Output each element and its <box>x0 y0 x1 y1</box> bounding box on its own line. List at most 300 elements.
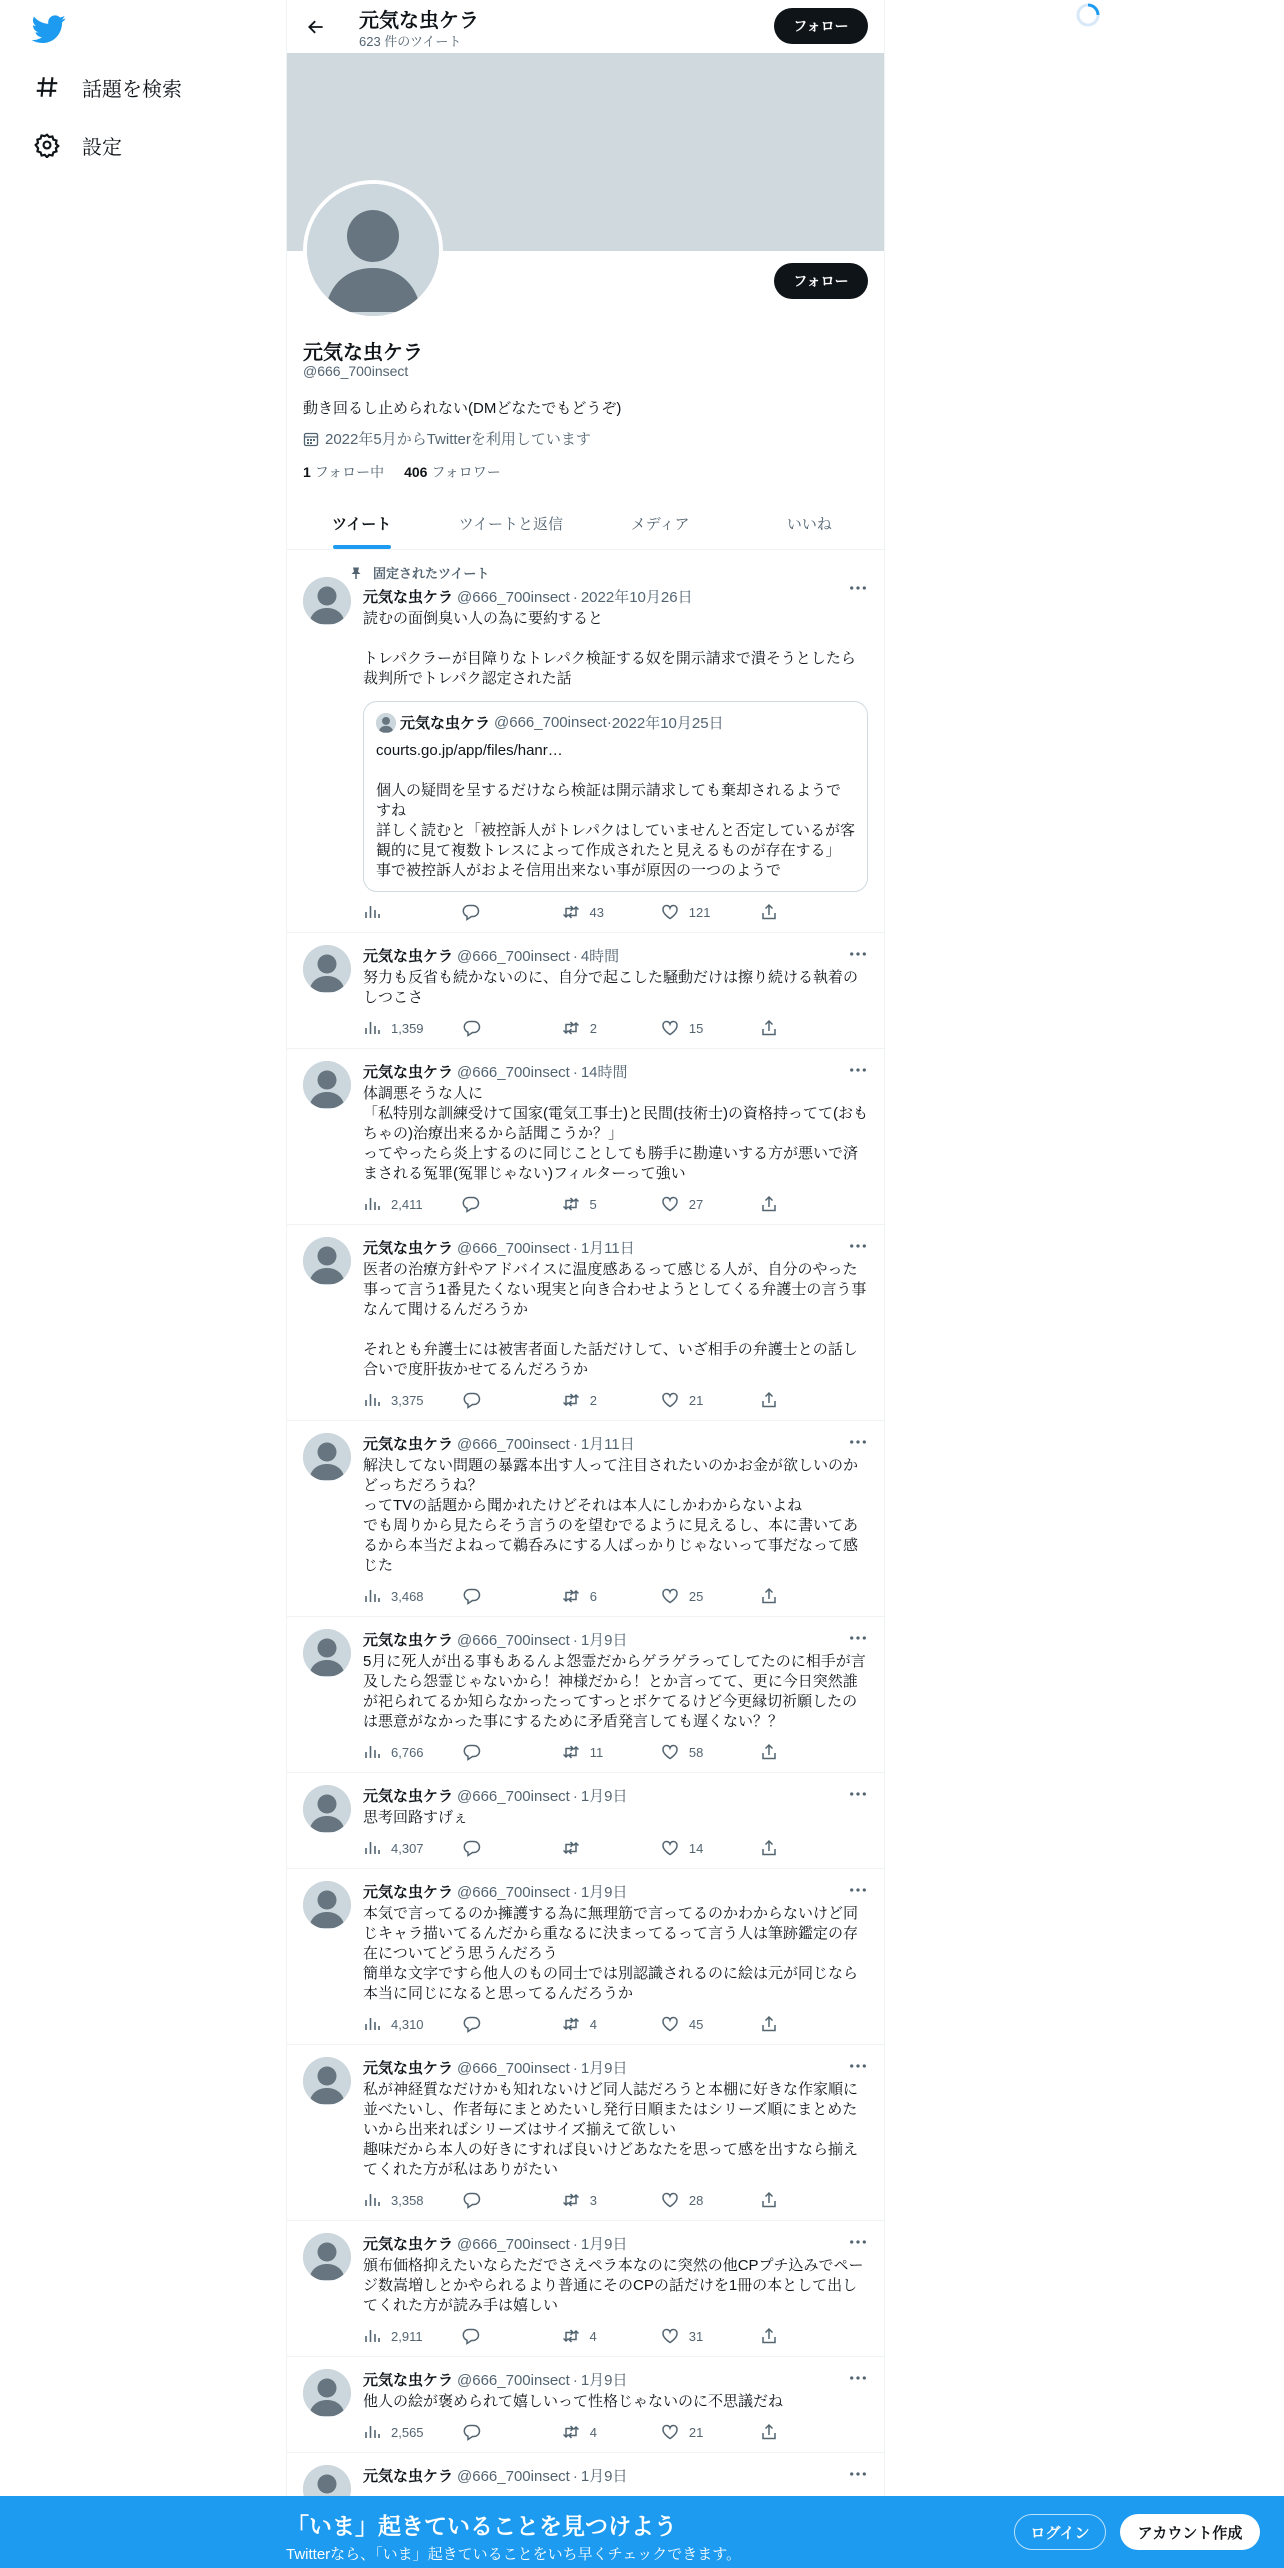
reply-icon <box>463 2015 491 2033</box>
retweet-button[interactable] <box>562 1839 622 1857</box>
reply-button[interactable] <box>463 1587 523 1605</box>
retweet-button[interactable] <box>562 2327 622 2345</box>
quoted-author-handle: @666_700insect <box>494 714 607 731</box>
retweet-count: 4 <box>589 2328 597 2344</box>
tweet-actions <box>363 2190 788 2210</box>
back-arrow-icon[interactable] <box>301 12 331 42</box>
retweet-button[interactable] <box>562 2423 622 2441</box>
tweet-header <box>363 1629 868 1650</box>
more-options-icon[interactable] <box>848 2467 868 2481</box>
signup-banner <box>0 2496 1284 2568</box>
retweet-icon <box>562 1391 590 1409</box>
tweet-avatar[interactable] <box>303 2369 351 2417</box>
like-count: 14 <box>688 1840 704 1856</box>
share-button[interactable] <box>760 1839 788 1857</box>
signup-banner-title: 「いま」起きていることを見つけよう <box>286 2513 677 2539</box>
heart-icon <box>661 903 689 921</box>
profile-follow-button[interactable]: フォロー <box>774 263 868 299</box>
tweet-timestamp: 1月9日 <box>580 2372 628 2389</box>
retweet-count: 11 <box>589 1744 604 1760</box>
more-options-icon[interactable] <box>848 1883 868 1897</box>
tweet-author-name: 元気な虫ケラ <box>363 1436 454 1453</box>
heart-icon <box>661 2015 689 2033</box>
tweet[interactable] <box>287 933 884 1049</box>
views-icon <box>363 903 391 921</box>
reply-icon <box>463 1391 491 1409</box>
views-icon <box>363 1743 391 1761</box>
tweet-actions <box>363 1018 788 1038</box>
header-tweet-count: 623 件のツイート <box>359 34 462 49</box>
tab-media-label: メディア <box>630 515 690 533</box>
like-button[interactable] <box>661 1587 721 1605</box>
tweet-avatar[interactable] <box>303 1881 351 1929</box>
tweet-header <box>363 2057 868 2078</box>
tab-likes-label: いいね <box>786 515 832 533</box>
views-icon <box>363 1391 391 1409</box>
views-button[interactable] <box>363 2191 424 2209</box>
followers-link[interactable] <box>404 462 501 482</box>
tweet-text: 努力も反省も続かないのに、自分で起こした騒動だけは擦り続ける執着のしつこさ <box>363 969 859 1006</box>
tweet-actions <box>363 2422 788 2442</box>
tweet-avatar[interactable] <box>303 1061 351 1109</box>
tweet-author-handle: @666_700insect <box>457 948 570 965</box>
retweet-count: 2 <box>589 1020 597 1036</box>
reply-button[interactable] <box>462 2327 522 2345</box>
views-icon <box>363 1019 391 1037</box>
more-options-icon[interactable] <box>848 2371 868 2385</box>
tweet-author-handle: @666_700insect <box>457 2060 570 2077</box>
tweet-actions <box>363 1194 788 1214</box>
heart-icon <box>661 1743 689 1761</box>
tweet-text: 体調悪そうな人に 「私特別な訓練受けて国家(電気工事士)と民間(技術士)の資格持ってて(おもちゃの)治療出来るから話聞こうか？」 ってやったら炎上するのに同じことしても勝手に勘違いする方が悪いで済まされる冤罪(冤罪じゃない)フィルターって強い <box>363 1085 868 1182</box>
heart-icon <box>661 1839 689 1857</box>
heart-icon <box>661 1587 689 1605</box>
more-options-icon[interactable] <box>848 1435 868 1449</box>
tweet-author-name: 元気な虫ケラ <box>363 2468 454 2485</box>
tweet-avatar[interactable] <box>303 2233 351 2281</box>
reply-button[interactable] <box>463 2423 523 2441</box>
following-link[interactable] <box>303 462 384 482</box>
tweet-author-handle: @666_700insect <box>457 1884 570 1901</box>
retweet-icon <box>562 1743 590 1761</box>
header-name: 元気な虫ケラ <box>359 10 479 32</box>
like-button[interactable] <box>661 2191 721 2209</box>
tab-replies-label: ツイートと返信 <box>458 515 563 533</box>
like-count: 21 <box>688 1392 704 1408</box>
tweet-text: 医者の治療方針やアドバイスに温度感あるって感じる人が、自分のやった事って言う1番見たくない現実と向き合わせようとしてくる弁護士の言う事なんて聞けるんだろうか それとも弁護士には被害者面した話だけして、いざ相手の弁護士との話し合いで度肝抜かせてるんだろうか <box>363 1261 867 1378</box>
share-icon <box>760 2327 788 2345</box>
views-button[interactable] <box>363 1839 424 1857</box>
retweet-count: 6 <box>589 1588 597 1604</box>
tweet-avatar[interactable] <box>303 1785 351 1833</box>
share-icon <box>760 1391 788 1409</box>
tweet-timestamp: 1月9日 <box>580 1632 628 1649</box>
reply-icon <box>462 2327 490 2345</box>
separator-dot: · <box>572 2372 578 2389</box>
tab-tweets-and-replies[interactable] <box>436 497 585 549</box>
views-icon <box>363 2015 391 2033</box>
nav-explore-label: 話題を検索 <box>82 78 182 101</box>
quoted-tweet-header <box>376 712 855 733</box>
active-tab-indicator <box>333 545 391 549</box>
tweet-actions <box>363 1838 788 1858</box>
tweet[interactable] <box>287 2357 884 2453</box>
retweet-icon <box>562 1195 590 1213</box>
separator-dot: · <box>572 2468 578 2485</box>
share-button[interactable] <box>760 2015 788 2033</box>
tweet-actions <box>363 2014 788 2034</box>
more-options-icon[interactable] <box>848 1239 868 1253</box>
reply-icon <box>463 1019 491 1037</box>
tweet-author-name: 元気な虫ケラ <box>363 589 454 606</box>
retweet-icon <box>562 1019 590 1037</box>
tweet-author-name: 元気な虫ケラ <box>363 1632 454 1649</box>
tweet-author-handle: @666_700insect <box>457 2468 570 2485</box>
view-count: 2,411 <box>391 1196 423 1212</box>
tweet[interactable] <box>287 1773 884 1869</box>
separator-dot: · <box>572 948 578 965</box>
like-count: 21 <box>688 2424 704 2440</box>
separator-dot: · <box>572 1632 578 1649</box>
heart-icon <box>661 2423 689 2441</box>
tweet-author-handle: @666_700insect <box>457 589 570 606</box>
retweet-button[interactable] <box>562 2015 622 2033</box>
retweet-count: 4 <box>589 2016 597 2032</box>
profile-stats <box>303 462 521 482</box>
login-button[interactable]: ログイン <box>1014 2514 1106 2550</box>
tweet[interactable] <box>287 551 884 933</box>
retweet-count: 5 <box>589 1196 597 1212</box>
retweet-count: 43 <box>589 904 604 920</box>
tweet-text: 頒布価格抑えたいならただでさえペラ本なのに突然の他CPプチ込みでページ数嵩増しとかやられるより普通にそのCPの話だけを1冊の本として出してくれた方が読み手は嬉しい <box>363 2257 864 2314</box>
tweet[interactable] <box>287 1421 884 1617</box>
tweet-avatar[interactable] <box>303 1433 351 1481</box>
more-options-icon[interactable] <box>848 2235 868 2249</box>
retweet-button[interactable] <box>562 1743 622 1761</box>
views-icon <box>363 2191 391 2209</box>
view-count: 4,307 <box>391 1840 424 1856</box>
tweet-text: 5月に死人が出る事もあるんよ怨霊だからゲラゲラってしてたのに相手が言及したら怨霊じゃないから！神様だから！とか言ってて、更に今日突然誰が祀られてるか知らなかったってすっとボケてるけど今更縁切祈願したのは悪意がなかった事にするために矛盾発言しても遅くない？？ <box>363 1653 866 1730</box>
tweet-text: 他人の絵が褒められて嬉しいって性格じゃないのに不思議だね <box>363 2393 784 2410</box>
tweet-author-handle: @666_700insect <box>457 1064 570 1081</box>
views-icon <box>363 2423 391 2441</box>
tweet-header <box>363 1061 868 1082</box>
like-count: 31 <box>688 2328 704 2344</box>
share-button[interactable] <box>760 1391 788 1409</box>
tweet-actions <box>363 1742 788 1762</box>
tweet-timestamp: 2022年10月26日 <box>580 589 693 606</box>
following-label: フォロー中 <box>314 464 385 480</box>
separator-dot: · <box>572 1436 578 1453</box>
reply-button[interactable] <box>463 1743 523 1761</box>
tweet-header <box>363 1785 868 1806</box>
tweet[interactable] <box>287 1869 884 2045</box>
retweet-button[interactable] <box>562 2191 622 2209</box>
share-icon <box>760 1839 788 1857</box>
retweet-count: 3 <box>589 2192 597 2208</box>
views-button[interactable] <box>363 903 423 921</box>
tweet-actions <box>363 1586 788 1606</box>
separator-dot: · <box>572 2060 578 2077</box>
share-icon <box>760 2191 788 2209</box>
like-button[interactable] <box>661 903 721 921</box>
share-button[interactable] <box>760 2423 788 2441</box>
tweet-avatar[interactable] <box>303 1237 351 1285</box>
tweet-timestamp: 1月11日 <box>580 1436 635 1453</box>
separator-dot: · <box>572 1240 578 1257</box>
tweet-text: 本気で言ってるのか擁護する為に無理筋で言ってるのかわからないけど同じキャラ描いてるんだから重なるに決まってるって言う人は筆跡鑑定の存在についてどう思うんだろう 簡単な文字ですら他人のもの同士では別認識されるのに絵は元が同じなら本当に同じになると思ってるんだろうか <box>363 1905 859 2002</box>
profile-header-bar <box>287 0 884 53</box>
reply-icon <box>463 1839 491 1857</box>
share-icon <box>760 2423 788 2441</box>
heart-icon <box>661 2191 689 2209</box>
views-button[interactable] <box>363 1019 424 1037</box>
like-button[interactable] <box>661 1839 721 1857</box>
reply-button[interactable] <box>462 903 522 921</box>
retweet-button[interactable] <box>562 1019 622 1037</box>
views-icon <box>363 2327 391 2345</box>
like-button[interactable] <box>661 1019 721 1037</box>
tweet-author-name: 元気な虫ケラ <box>363 948 454 965</box>
tab-tweets-label: ツイート <box>331 515 392 533</box>
reply-button[interactable] <box>463 1019 523 1037</box>
tweet-header <box>363 1881 868 1902</box>
like-count: 27 <box>688 1196 704 1212</box>
tab-likes[interactable] <box>735 497 884 549</box>
reply-button[interactable] <box>463 1839 523 1857</box>
view-count: 2,911 <box>391 2328 423 2344</box>
reply-icon <box>463 2191 491 2209</box>
tweet-author-handle: @666_700insect <box>457 1788 570 1805</box>
tweet-feed <box>287 551 884 2527</box>
view-count: 2,565 <box>391 2424 424 2440</box>
views-button[interactable] <box>363 1587 424 1605</box>
retweet-icon <box>562 2191 590 2209</box>
more-options-icon[interactable] <box>848 1631 868 1645</box>
nav-explore[interactable] <box>30 63 182 111</box>
profile-joined <box>303 428 591 449</box>
separator-dot: · <box>572 1064 578 1081</box>
tweet-timestamp: 1月9日 <box>580 2236 628 2253</box>
reply-icon <box>463 1743 491 1761</box>
tweet-author-handle: @666_700insect <box>457 1436 570 1453</box>
views-button[interactable] <box>363 1743 424 1761</box>
view-count: 3,468 <box>391 1588 424 1604</box>
share-icon <box>760 1195 788 1213</box>
tweet-text: 解決してない問題の暴露本出す人って注目されたいのかお金が欲しいのかどっちだろうね？ ってTVの話題から聞かれたけどそれは本人にしかわからないよね でも周りから見たらそう言うのを望むでるように見えるし、本に書いてあるから本当だよねって鵜呑みにする人ばっかりじゃないって事だなって感じた <box>363 1457 859 1574</box>
views-button[interactable] <box>363 1391 424 1409</box>
like-button[interactable] <box>661 2423 721 2441</box>
following-count: 1 <box>303 464 311 480</box>
like-button[interactable] <box>661 1743 721 1761</box>
tweet-timestamp: 14時間 <box>580 1064 628 1081</box>
retweet-icon <box>562 2015 590 2033</box>
tweet-author-handle: @666_700insect <box>457 1240 570 1257</box>
quoted-tweet[interactable] <box>363 701 868 892</box>
nav-settings-label: 設定 <box>82 136 122 159</box>
tweet-avatar[interactable] <box>303 2057 351 2105</box>
more-options-icon[interactable] <box>848 581 868 595</box>
pinned-indicator <box>349 563 868 582</box>
tweet-actions <box>363 1390 788 1410</box>
like-count: 121 <box>688 904 711 920</box>
tweet-text: 読むの面倒臭い人の為に要約すると トレパクラーが目障りなトレパク検証する奴を開示請求で潰そうとしたら裁判所でトレパク認定された話 <box>363 610 856 687</box>
share-icon <box>760 1019 788 1037</box>
retweet-button[interactable] <box>562 1391 622 1409</box>
like-count: 15 <box>688 1020 704 1036</box>
view-count: 1,359 <box>391 1020 424 1036</box>
view-count: 3,358 <box>391 2192 424 2208</box>
retweet-count: 4 <box>589 2424 597 2440</box>
share-icon <box>760 2015 788 2033</box>
tab-media[interactable] <box>586 497 735 549</box>
share-icon <box>760 1587 788 1605</box>
views-button[interactable] <box>363 2423 424 2441</box>
tweet-header <box>363 945 868 966</box>
tweet-header <box>363 2233 868 2254</box>
separator-dot: · <box>572 589 578 606</box>
like-button[interactable] <box>661 1195 721 1213</box>
separator-dot: · <box>606 714 612 731</box>
retweet-icon <box>562 1587 590 1605</box>
like-button[interactable] <box>661 2327 721 2345</box>
share-button[interactable] <box>760 2327 788 2345</box>
share-icon <box>760 1743 788 1761</box>
tweet-avatar[interactable] <box>303 1629 351 1677</box>
quoted-tweet-text: courts.go.jp/app/files/hanr… 個人の疑問を呈するだけなら検証は開示請求しても棄却されるようですね 詳しく読むと「被控訴人がトレパクはしていませんと否定しているが客観的に見て複数トレスによって作成されたと見えるものが存在する」事で被控訴人がおよそ信用出来ない事が原因の一つのようで <box>376 742 855 879</box>
reply-icon <box>462 1195 490 1213</box>
like-button[interactable] <box>661 2015 721 2033</box>
tweet-timestamp: 4時間 <box>580 948 620 965</box>
tweet-timestamp: 1月9日 <box>580 2060 628 2077</box>
tweet-actions <box>363 902 788 922</box>
tweet[interactable] <box>287 2045 884 2221</box>
profile-avatar[interactable] <box>303 180 443 320</box>
retweet-button[interactable] <box>562 1587 622 1605</box>
hashtag-icon <box>30 70 64 104</box>
tweet[interactable] <box>287 1617 884 1773</box>
more-options-icon[interactable] <box>848 947 868 961</box>
retweet-button[interactable] <box>562 1195 622 1213</box>
heart-icon <box>661 2327 689 2345</box>
profile-bio: 動き回るし止められない(DMどなたでもどうぞ) <box>303 400 622 417</box>
tweet-avatar[interactable] <box>303 945 351 993</box>
quoted-timestamp: 2022年10月25日 <box>611 715 724 732</box>
share-button[interactable] <box>760 2191 788 2209</box>
view-count: 3,375 <box>391 1392 424 1408</box>
share-button[interactable] <box>760 1019 788 1037</box>
followers-label: フォロワー <box>431 464 501 480</box>
signup-banner-subtitle: Twitterなら、「いま」起きていることをいち早くチェックできます。 <box>286 2546 742 2563</box>
tweet-author-name: 元気な虫ケラ <box>363 1064 454 1081</box>
tweet-header <box>363 586 868 607</box>
tweet[interactable] <box>287 2221 884 2357</box>
tweet-timestamp: 1月9日 <box>580 1884 628 1901</box>
pinned-label: 固定されたツイート <box>373 566 490 581</box>
views-button[interactable] <box>363 1195 423 1213</box>
tweet-header <box>363 1237 868 1258</box>
reply-icon <box>463 1587 491 1605</box>
more-options-icon[interactable] <box>848 1063 868 1077</box>
views-icon <box>363 1587 391 1605</box>
share-button[interactable] <box>760 1587 788 1605</box>
tweet[interactable] <box>287 1049 884 1225</box>
pin-icon <box>349 566 363 580</box>
header-follow-button[interactable]: フォロー <box>774 8 868 44</box>
tweet-author-name: 元気な虫ケラ <box>363 1240 454 1257</box>
like-count: 58 <box>688 1744 704 1760</box>
calendar-icon <box>303 431 319 447</box>
share-button[interactable] <box>760 1743 788 1761</box>
tweet-author-name: 元気な虫ケラ <box>363 2236 454 2253</box>
separator-dot: · <box>572 2236 578 2253</box>
tweet-timestamp: 1月11日 <box>580 1240 635 1257</box>
tweet-header <box>363 1433 868 1454</box>
views-button[interactable] <box>363 2015 424 2033</box>
separator-dot: · <box>572 1884 578 1901</box>
tweet-header <box>363 2465 868 2486</box>
reply-button[interactable] <box>462 1195 522 1213</box>
twitter-bird-icon[interactable] <box>32 12 66 46</box>
like-button[interactable] <box>661 1391 721 1409</box>
retweet-icon <box>562 1839 590 1857</box>
followers-count: 406 <box>404 464 428 480</box>
reply-icon <box>462 903 490 921</box>
reply-button[interactable] <box>463 2015 523 2033</box>
retweet-icon <box>562 903 590 921</box>
tweet-author-handle: @666_700insect <box>457 2372 570 2389</box>
tweet-timestamp: 1月9日 <box>580 1788 628 1805</box>
profile-joined-text: 2022年5月からTwitterを利用しています <box>325 431 591 448</box>
more-options-icon[interactable] <box>848 1787 868 1801</box>
reply-button[interactable] <box>463 1391 523 1409</box>
view-count: 4,310 <box>391 2016 424 2032</box>
profile-name: 元気な虫ケラ <box>303 342 423 364</box>
tweet-author-name: 元気な虫ケラ <box>363 2060 454 2077</box>
quoted-tweet-avatar <box>376 713 396 733</box>
reply-button[interactable] <box>463 2191 523 2209</box>
tweet-timestamp: 1月9日 <box>580 2468 628 2485</box>
share-button[interactable] <box>760 1195 788 1213</box>
retweet-icon <box>562 2327 590 2345</box>
views-button[interactable] <box>363 2327 423 2345</box>
quoted-author-name: 元気な虫ケラ <box>400 715 491 732</box>
like-count: 45 <box>688 2016 704 2032</box>
more-options-icon[interactable] <box>848 2059 868 2073</box>
tweet-header <box>363 2369 868 2390</box>
tweet-author-name: 元気な虫ケラ <box>363 1884 454 1901</box>
views-icon <box>363 1195 391 1213</box>
separator-dot: · <box>572 1788 578 1805</box>
tab-tweets[interactable] <box>287 497 436 549</box>
like-count: 25 <box>688 1588 704 1604</box>
profile-handle: @666_700insect <box>303 363 409 379</box>
tweet[interactable] <box>287 1225 884 1421</box>
share-button[interactable] <box>760 903 788 921</box>
nav-settings[interactable] <box>30 121 122 169</box>
heart-icon <box>661 1195 689 1213</box>
reply-icon <box>463 2423 491 2441</box>
tweet-avatar[interactable] <box>303 577 351 625</box>
retweet-button[interactable] <box>562 903 622 921</box>
heart-icon <box>661 1391 689 1409</box>
gear-icon <box>30 128 64 162</box>
retweet-count: 2 <box>589 1392 597 1408</box>
create-account-button[interactable]: アカウント作成 <box>1120 2514 1260 2550</box>
tweet-text: 思考回路すげぇ <box>363 1809 469 1826</box>
tweet-author-handle: @666_700insect <box>457 1632 570 1649</box>
tweet-text: 私が神経質なだけかも知れないけど同人誌だろうと本棚に好きな作家順に並べたいし、作者毎にまとめたいし発行日順またはシリーズ順にまとめたいから出来ればシリーズはサイズ揃えて欲しい 趣味だから本人の好きにすれば良いけどあなたを思って感を出すなら揃えてくれた方が私はありがたい <box>363 2081 859 2178</box>
